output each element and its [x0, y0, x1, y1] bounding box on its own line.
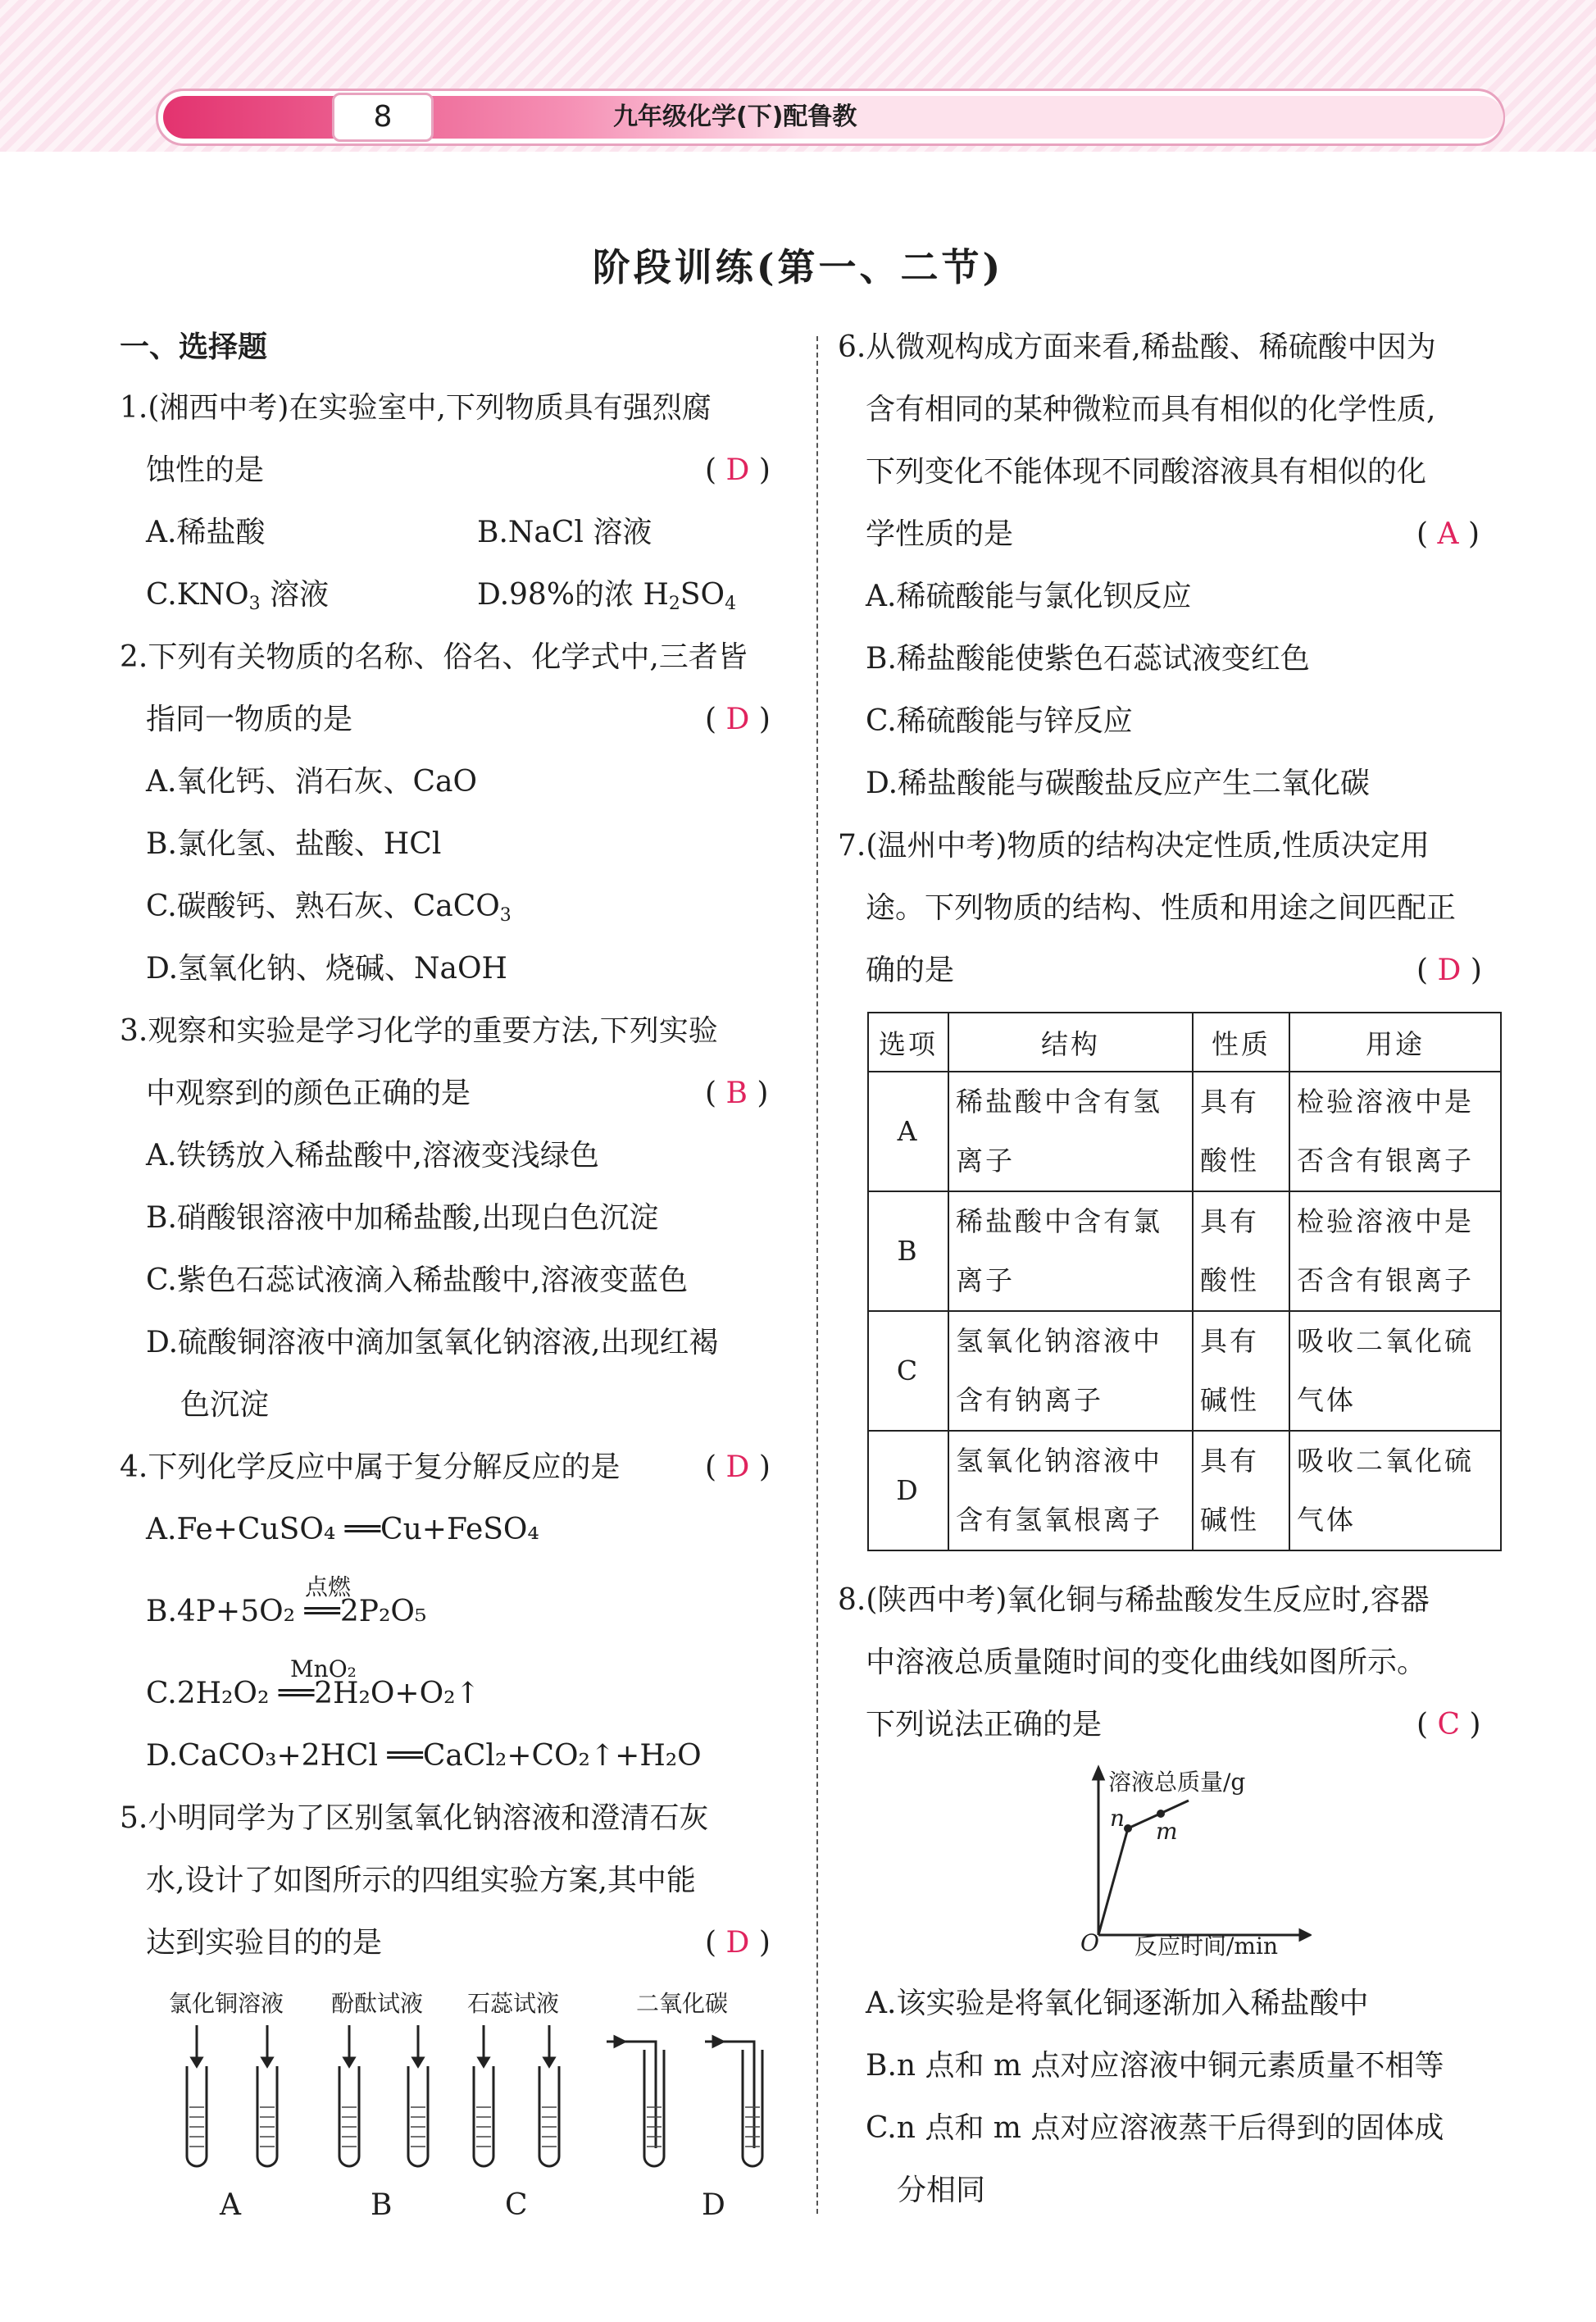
page-number: 8 [332, 93, 434, 142]
q5-stem-cont2: 达到实验目的的是 [146, 1926, 383, 1960]
table-cell-option: B [868, 1191, 948, 1311]
q8-stem-cont2: 下列说法正确的是 [866, 1708, 1103, 1742]
q3-option-a: A.铁锈放入稀盐酸中,溶液变浅绿色 [146, 1139, 599, 1172]
q4-option-d: D.CaCO₃+2HCl ══CaCl₂+CO₂↑+H₂O [146, 1739, 702, 1773]
q6-option-c: C.稀硫酸能与锌反应 [866, 704, 1133, 738]
table-cell-use: 检验溶液中是 否含有银离子 [1289, 1072, 1501, 1191]
q7-table [867, 1012, 1502, 1551]
q1-stem: 1.(湘西中考)在实验室中,下列物质具有强烈腐 [120, 391, 712, 425]
page-title: 阶段训练(第一、二节) [592, 245, 1004, 289]
q8-stem-cont: 中溶液总质量随时间的变化曲线如图所示。 [866, 1646, 1427, 1679]
q3-stem: 3.观察和实验是学习化学的重要方法,下列实验 [120, 1014, 718, 1048]
q1-option-d: D.98%的浓 $H_2SO_4$ [477, 578, 737, 614]
column-divider [816, 336, 818, 2214]
q1-option-c: $C.KNO_3$ 溶液 [146, 578, 330, 614]
graph-xlabel: 反应时间/min [1134, 1933, 1278, 1960]
test-tube-figure [148, 2025, 787, 2181]
table-cell-structure: 稀盐酸中含有氢 离子 [948, 1072, 1193, 1191]
q3-option-b: B.硝酸银溶液中加稀盐酸,出现白色沉淀 [146, 1201, 659, 1235]
q2-option-d: D.氢氧化钠、烧碱、NaOH [146, 952, 507, 986]
table-cell-property: 具有 碱性 [1193, 1431, 1289, 1550]
q5-label-cucl2: 氯化铜溶液 [169, 1990, 284, 2017]
table-row [868, 1311, 1501, 1431]
table-row [868, 1191, 1501, 1311]
table-cell-use: 检验溶液中是 否含有银离子 [1289, 1191, 1501, 1311]
section-heading: 一、选择题 [120, 330, 268, 364]
table-cell-property: 具有 酸性 [1193, 1072, 1289, 1191]
table-cell-property: 具有 酸性 [1193, 1191, 1289, 1311]
header-bar [156, 89, 1505, 146]
book-title: 九年级化学(下)配鲁教 [613, 102, 857, 131]
q6-option-b: B.稀盐酸能使紫色石蕊试液变红色 [866, 642, 1310, 676]
q3-stem-cont: 中观察到的颜色正确的是 [146, 1077, 471, 1110]
q6-answer: ( A ) [1416, 517, 1480, 551]
graph-ylabel: 溶液总质量/g [1108, 1769, 1246, 1796]
table-header: 选项 [868, 1013, 948, 1072]
graph-origin: O [1080, 1929, 1099, 1956]
q4-option-a: A.Fe+CuSO₄ ══Cu+FeSO₄ [146, 1513, 539, 1546]
q3-option-d: D.硫酸铜溶液中滴加氢氧化钠溶液,出现红褐 [146, 1326, 719, 1359]
q5-stem: 5.小明同学为了区别氢氧化钠溶液和澄清石灰 [120, 1801, 709, 1835]
q5-option-b: B [371, 2188, 393, 2222]
table-header-row [868, 1013, 1501, 1072]
table-header: 结构 [948, 1013, 1193, 1072]
q3-option-d-cont: 色沉淀 [180, 1388, 270, 1422]
q1-stem-cont: 蚀性的是 [146, 453, 265, 487]
q8-stem: 8.(陕西中考)氧化铜与稀盐酸发生反应时,容器 [838, 1583, 1430, 1617]
q4-option-c: C.2H₂O₂ ══2H₂O+O₂↑ [146, 1677, 480, 1710]
q8-option-c-cont: 分相同 [897, 2174, 986, 2207]
q6-option-d: D.稀盐酸能与碳酸盐反应产生二氧化碳 [866, 767, 1371, 800]
table-cell-option: C [868, 1311, 948, 1431]
q1-option-a: A.稀盐酸 [146, 516, 266, 549]
q5-answer: ( D ) [705, 1926, 771, 1960]
q7-stem: 7.(温州中考)物质的结构决定性质,性质决定用 [838, 829, 1430, 863]
q5-label-litmus: 石蕊试液 [467, 1990, 560, 2017]
q5-label-phenolphthalein: 酚酞试液 [331, 1990, 424, 2017]
table-cell-use: 吸收二氧化硫 气体 [1289, 1431, 1501, 1550]
q4-stem: 4.下列化学反应中属于复分解反应的是 [120, 1450, 621, 1484]
q8-answer: ( C ) [1416, 1708, 1481, 1742]
q5-option-d: D [702, 2188, 725, 2222]
q6-stem: 6.从微观构成方面来看,稀盐酸、稀硫酸中因为 [838, 330, 1436, 364]
q4-answer: ( D ) [705, 1450, 771, 1484]
q4-c-condition: MnO₂ [290, 1655, 357, 1682]
q6-stem-cont3: 学性质的是 [866, 517, 1014, 551]
q7-stem-cont: 途。下列物质的结构、性质和用途之间匹配正 [866, 891, 1457, 925]
table-cell-property: 具有 碱性 [1193, 1311, 1289, 1431]
table-cell-use: 吸收二氧化硫 气体 [1289, 1311, 1501, 1431]
table-header: 性质 [1193, 1013, 1289, 1072]
q5-stem-cont: 水,设计了如图所示的四组实验方案,其中能 [146, 1864, 696, 1897]
table-cell-structure: 稀盐酸中含有氯 离子 [948, 1191, 1193, 1311]
q5-option-c: C [505, 2188, 528, 2222]
table-cell-structure: 氢氧化钠溶液中 含有氢氧根离子 [948, 1431, 1193, 1550]
q7-answer: ( D ) [1416, 954, 1482, 987]
q3-option-c: C.紫色石蕊试液滴入稀盐酸中,溶液变蓝色 [146, 1263, 689, 1297]
q2-option-c: C.碳酸钙、熟石灰、CaCO$_3$ [146, 890, 512, 926]
table-cell-structure: 氢氧化钠溶液中 含有钠离子 [948, 1311, 1193, 1431]
q5-label-co2: 二氧化碳 [636, 1990, 729, 2017]
q2-stem: 2.下列有关物质的名称、俗名、化学式中,三者皆 [120, 640, 748, 674]
table-header: 用途 [1289, 1013, 1501, 1072]
table-cell-option: A [868, 1072, 948, 1191]
q8-option-c: C.n 点和 m 点对应溶液蒸干后得到的固体成 [866, 2111, 1444, 2145]
q1-answer: ( D ) [705, 453, 771, 487]
q2-option-a: A.氧化钙、消石灰、CaO [146, 765, 477, 799]
q2-answer: ( D ) [705, 703, 771, 736]
q3-answer: ( B ) [705, 1077, 769, 1110]
graph-point-n: n [1110, 1805, 1125, 1832]
q6-stem-cont: 含有相同的某种微粒而具有相似的化学性质, [866, 393, 1436, 426]
q1-option-b: B.NaCl 溶液 [477, 516, 652, 549]
q6-stem-cont2: 下列变化不能体现不同酸溶液具有相似的化 [866, 455, 1427, 489]
q2-stem-cont: 指同一物质的是 [146, 703, 353, 736]
q8-option-b: B.n 点和 m 点对应溶液中铜元素质量不相等 [866, 2049, 1444, 2083]
q2-option-b: B.氯化氢、盐酸、HCl [146, 827, 442, 861]
graph-point-m: m [1156, 1818, 1178, 1845]
q6-option-a: A.稀硫酸能与氯化钡反应 [866, 580, 1192, 613]
q7-stem-cont2: 确的是 [866, 954, 955, 987]
table-row [868, 1431, 1501, 1550]
table-row [868, 1072, 1501, 1191]
q4-option-b: B.4P+5O₂ ══2P₂O₅ [146, 1595, 427, 1628]
table-cell-option: D [868, 1431, 948, 1550]
q4-b-condition: 点燃 [305, 1573, 352, 1600]
q8-option-a: A.该实验是将氧化铜逐渐加入稀盐酸中 [866, 1987, 1369, 2020]
q5-option-a: A [220, 2188, 241, 2222]
